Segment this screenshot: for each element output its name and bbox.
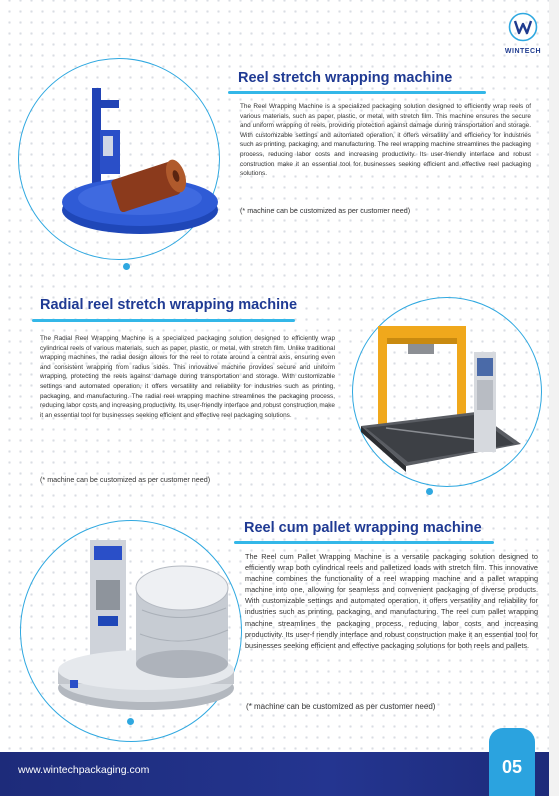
company-logo: [500, 12, 546, 60]
section-body-radial-reel: The Radial Reel Wrapping Machine is a specialized packaging solution designed to efficiently wrap cylindrical reels of various materials, such as paper, plastic, or metal, with stretch film. Unlike traditional wrapping machines, the radial design allows for the reel to rotate around a central axis, ensuring even and consistent wrapping from radius sides. This innovative machine provides secure and uniform wrapping, protecting the reels against damage during transportation and storage. With customizable settings and automated operation, it offers versatility and reliability for industries such as printing, packaging, and manufacturing. The radial reel wrapping machine streamlines the packaging process, reducing labor costs and increasing productivity. Its user-friendly interface and robust construction make it an essential tool for businesses seeking efficient and effective reel packaging solutions.: [40, 335, 335, 419]
reel-cum-pallet-wrapping-machine-image: [42, 530, 238, 720]
section-title-radial-reel: Radial reel stretch wrapping machine: [40, 297, 298, 313]
radial-reel-wrapping-machine-image: [356, 316, 536, 476]
title-underline: [234, 541, 494, 544]
title-underline: [228, 91, 486, 94]
section-note-reel-stretch: (* machine can be customized as per customer need): [240, 206, 411, 215]
section-body-reel-cum-pallet: The Reel cum Pallet Wrapping Machine is a versatile packaging solution designed to efficiently wrap both cylindrical reels and palletized loads with stretch film. This innovative machine combines the functionality of a reel wrapping machine and a pallet wrapping machine into one, allowing for seamless and convenient packaging of diverse products. With customizable settings and automated operation, it offers versatility and reliability for industries such as printing, packaging, and manufacturing. The reel cum pallet wrapping machine streamlines the packaging process, reducing labor costs and increasing productivity. Its user-f riendly interface and robust construction make it an essential tool for businesses seeking efficient and effective packaging solutions for both reels and pallets.: [245, 552, 538, 650]
logo-emblem-icon: [508, 12, 538, 42]
website-link[interactable]: www.wintechpackaging.com: [18, 764, 150, 776]
title-underline: [32, 319, 295, 322]
section-note-radial-reel: (* machine can be customized as per customer need): [40, 475, 211, 484]
decorative-dot: [123, 263, 130, 270]
section-body-reel-stretch: The Reel Wrapping Machine is a specialized packaging solution designed to efficiently wrap reels of various materials, such as paper, plastic, or metal, with stretch film. This machine ensures the secure and uniform wrapping of reels, providing protection against damage during transportation and storage. With customizable settings and automated operation, it offers versatility and efficiency for industries such as printing, packaging, and manufacturing. The reel wrapping machine streamlines the packaging process, reducing labor costs and increasing productivity. Its user-friendly interface and robust construction make it an essential tool for businesses seeking efficient and effective reel packaging solutions.: [240, 103, 531, 178]
section-note-reel-cum-pallet: (* machine can be customized as per customer need): [246, 702, 436, 711]
section-title-reel-stretch: Reel stretch wrapping machine: [238, 70, 453, 86]
section-title-reel-cum-pallet: Reel cum pallet wrapping machine: [244, 520, 482, 536]
decorative-dot: [426, 488, 433, 495]
page-edge: [549, 0, 559, 796]
page-number: 05: [501, 757, 523, 777]
logo-wordmark: WINTECH: [504, 48, 542, 55]
reel-stretch-wrapping-machine-image: [40, 78, 220, 248]
